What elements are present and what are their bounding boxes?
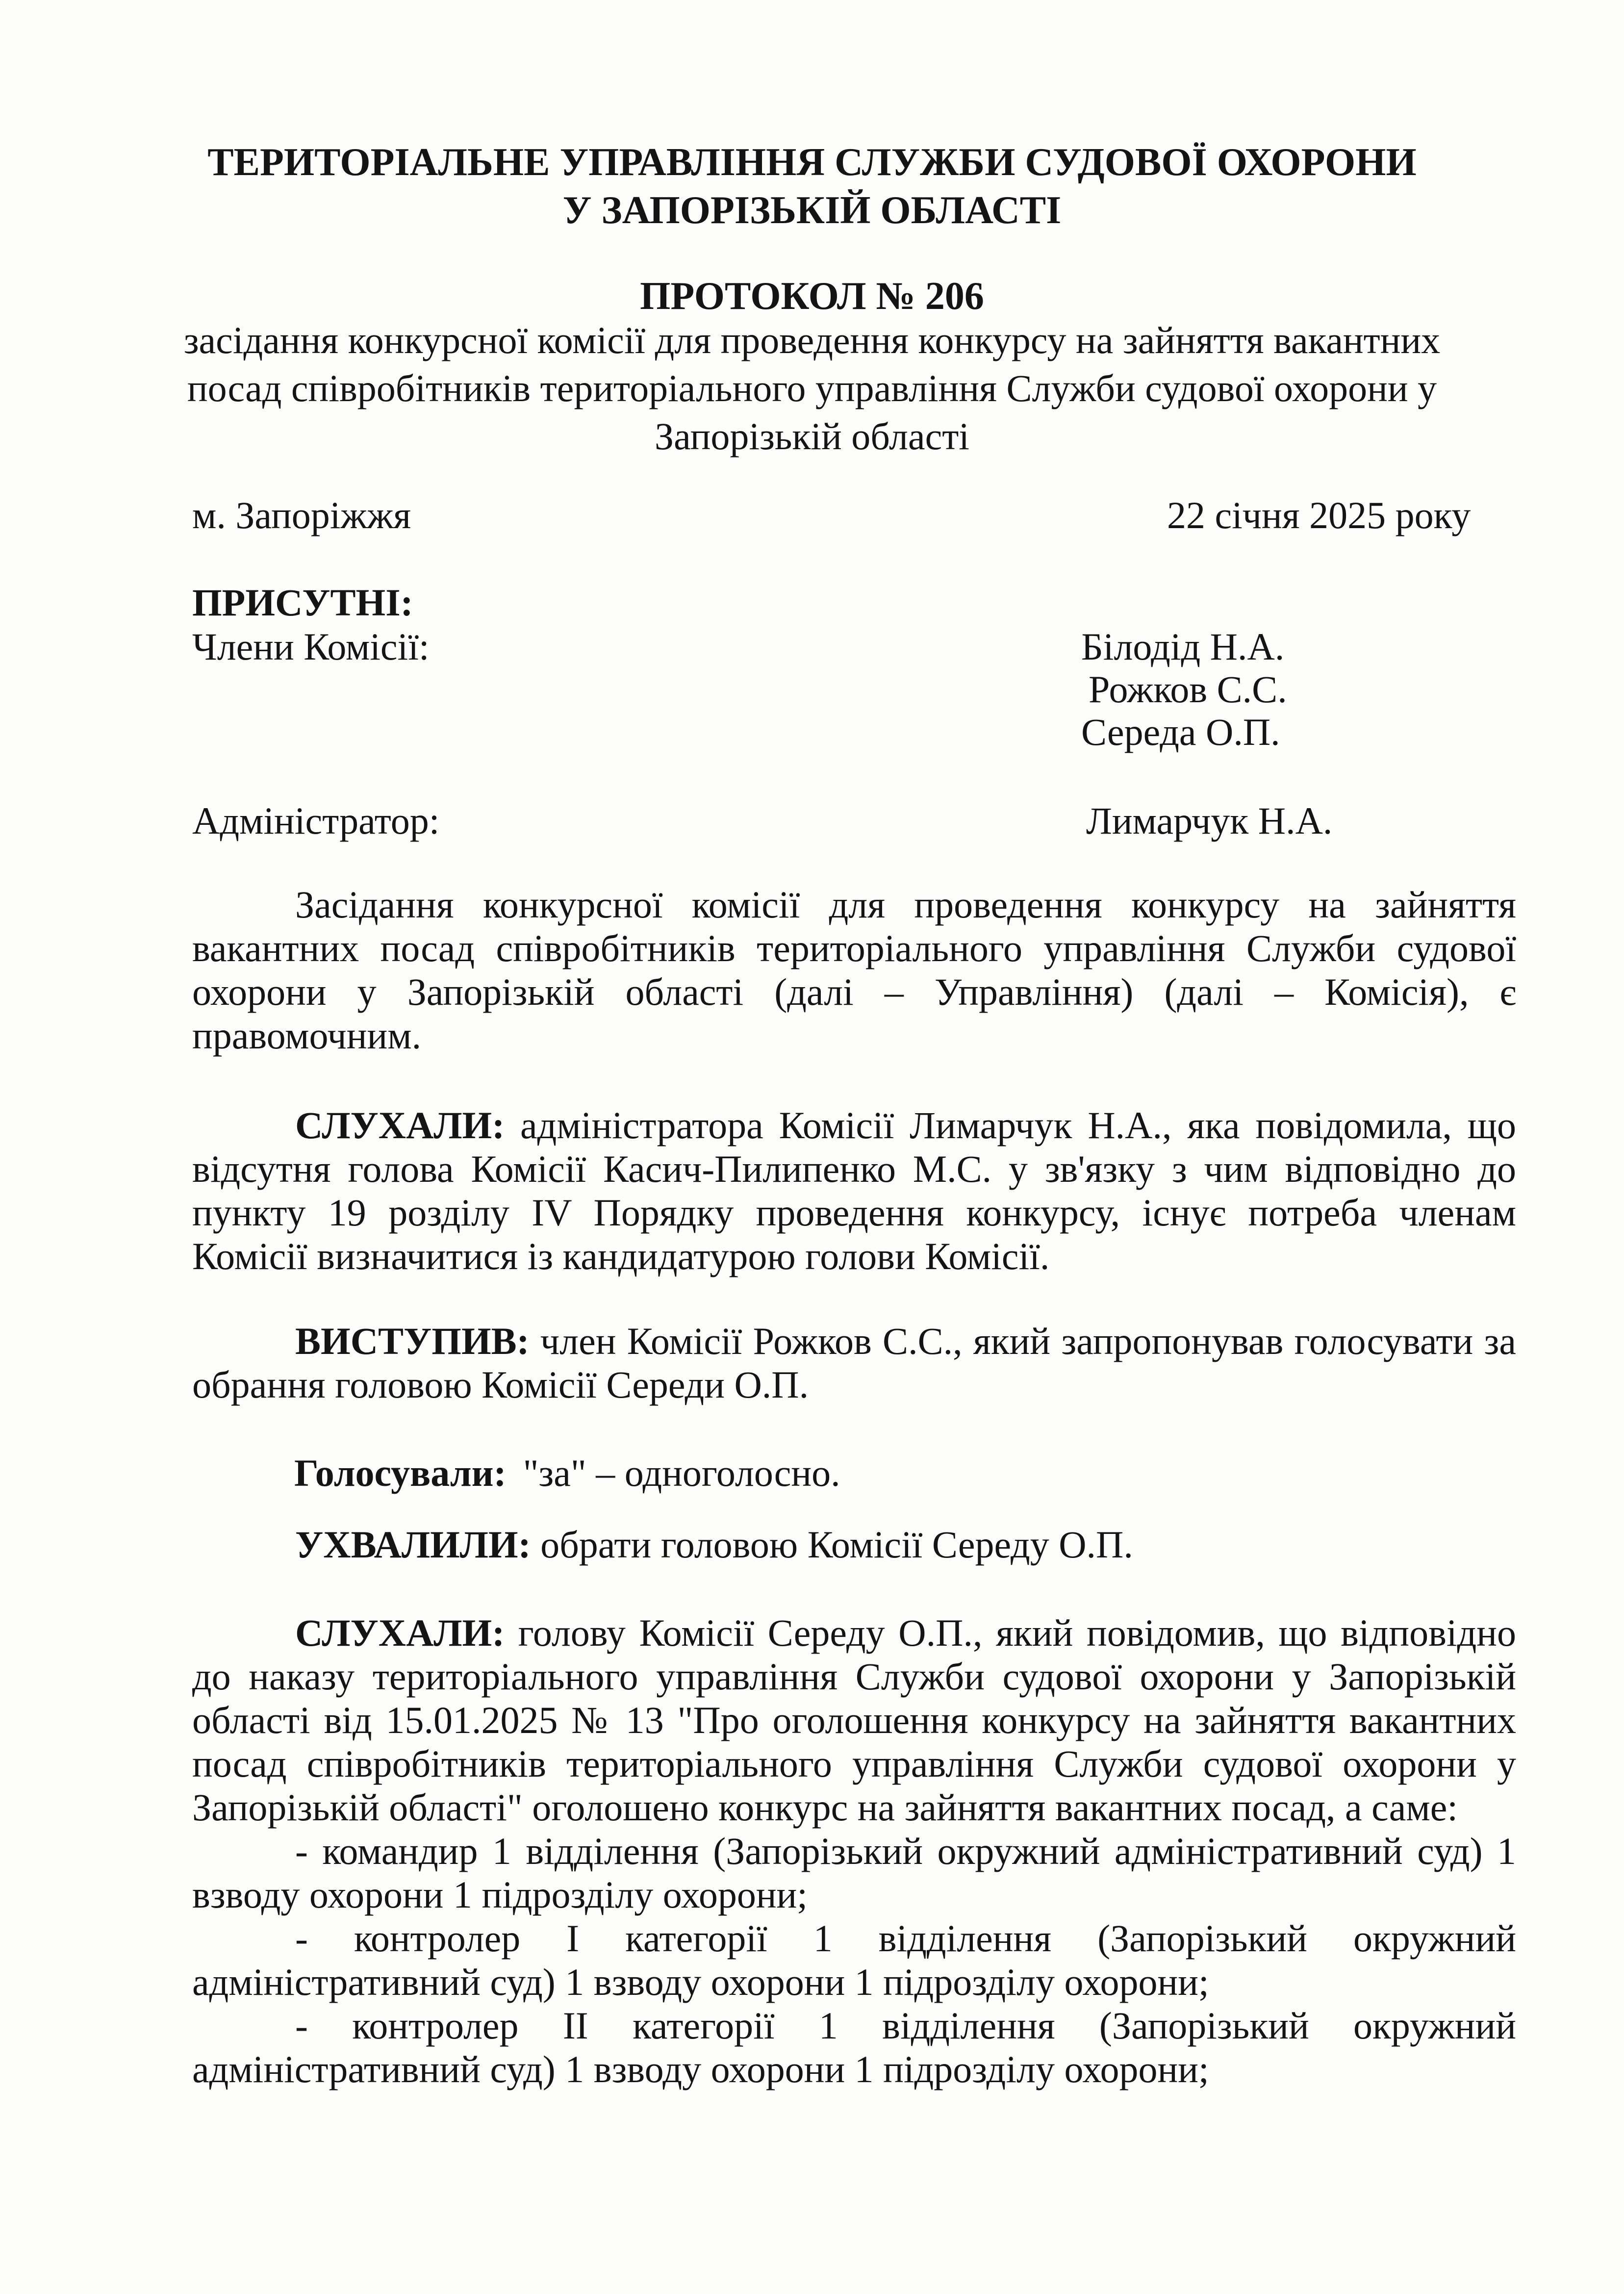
member-name: Рожков С.С.: [1089, 668, 1287, 711]
subtitle-line-3: Запорізькій області: [655, 415, 969, 458]
member-name: Середа О.П.: [1081, 711, 1280, 753]
heard-label: СЛУХАЛИ:: [295, 1611, 505, 1654]
heard-label: СЛУХАЛИ:: [295, 1104, 505, 1147]
vacancy-list: [192, 1829, 1516, 2091]
attendance-title: ПРИСУТНІ:: [192, 581, 413, 624]
protocol-date: 22 січня 2025 року: [1167, 494, 1471, 536]
organization-name: [147, 138, 1477, 234]
spoke-text: член Комісії Рожков С.С., який запропонував голосувати за обрання головою Комісії Середи О.П.: [192, 1320, 1516, 1406]
admin-name: Лимарчук Н.А.: [1086, 799, 1333, 842]
resolved-label: УХВАЛИЛИ:: [295, 1523, 531, 1566]
heard-text: адміністратора Комісії Лимарчук Н.А., яка повідомила, що відсутня голова Комісії Касич-Пилипенко М.С. у зв'язку з чим відповідно до пункту 19 розділу IV Порядку проведення конкурсу, існує потреба членам Комісії визначитися із кандидатурою голови Комісії.: [192, 1104, 1516, 1277]
heard-paragraph-1: [192, 1103, 1516, 1278]
protocol-subtitle: [147, 316, 1477, 460]
protocol-title: ПРОТОКОЛ № 206: [640, 275, 984, 318]
vote-label: Голосували:: [294, 1452, 507, 1494]
heard-text: голову Комісії Середу О.П., який повідомив, що відповідно до наказу територіального управління Служби судової охорони у Запорізькій області від 15.01.2025 № 13 "Про оголошення конкурсу на зайняття вакантних посад співробітників територіального управління Служби судової охорони у Запорізькій області" оголошено конкурс на зайняття вакантних посад, а саме:: [192, 1611, 1516, 1829]
organization-line-2: У ЗАПОРІЗЬКІЙ ОБЛАСТІ: [562, 189, 1062, 232]
heard-paragraph-2: [192, 1611, 1516, 1829]
resolved-text: обрати головою Комісії Середу О.П.: [531, 1523, 1133, 1566]
vacancy-item: - контролер І категорії 1 відділення (Запорізький окружний адміністративний суд) 1 взводу охорони 1 підрозділу охорони;: [192, 1917, 1516, 2003]
member-name: Білодід Н.А.: [1081, 625, 1285, 668]
subtitle-line-2: посад співробітників територіального управління Служби судової охорони у: [187, 367, 1437, 409]
spoke-paragraph: [192, 1319, 1516, 1406]
vacancy-item: - командир 1 відділення (Запорізький окружний адміністративний суд) 1 взводу охорони 1 підрозділу охорони;: [192, 1830, 1516, 1916]
members-label: Члени Комісії:: [192, 625, 430, 668]
admin-label: Адміністратор:: [192, 799, 440, 842]
spoke-label: ВИСТУПИВ:: [295, 1320, 530, 1362]
subtitle-line-1: засідання конкурсної комісії для проведення конкурсу на зайняття вакантних: [183, 319, 1441, 361]
quorum-paragraph: Засідання конкурсної комісії для проведення конкурсу на зайняття вакантних посад співробітників територіального управління Служби судової охорони у Запорізькій області (далі – Управління) (далі – Комісія), є правомочним.: [192, 883, 1516, 1057]
organization-line-1: ТЕРИТОРІАЛЬНЕ УПРАВЛІННЯ СЛУЖБИ СУДОВОЇ ОХОРОНИ: [207, 141, 1417, 184]
vote-result: "за" – одноголосно.: [523, 1452, 840, 1494]
vacancy-item: - контролер ІІ категорії 1 відділення (Запорізький окружний адміністративний суд) 1 взводу охорони 1 підрозділу охорони;: [192, 2004, 1516, 2090]
vote-line: [294, 1449, 840, 1497]
city: м. Запоріжжя: [192, 494, 411, 536]
resolved-paragraph: [192, 1523, 1516, 1566]
